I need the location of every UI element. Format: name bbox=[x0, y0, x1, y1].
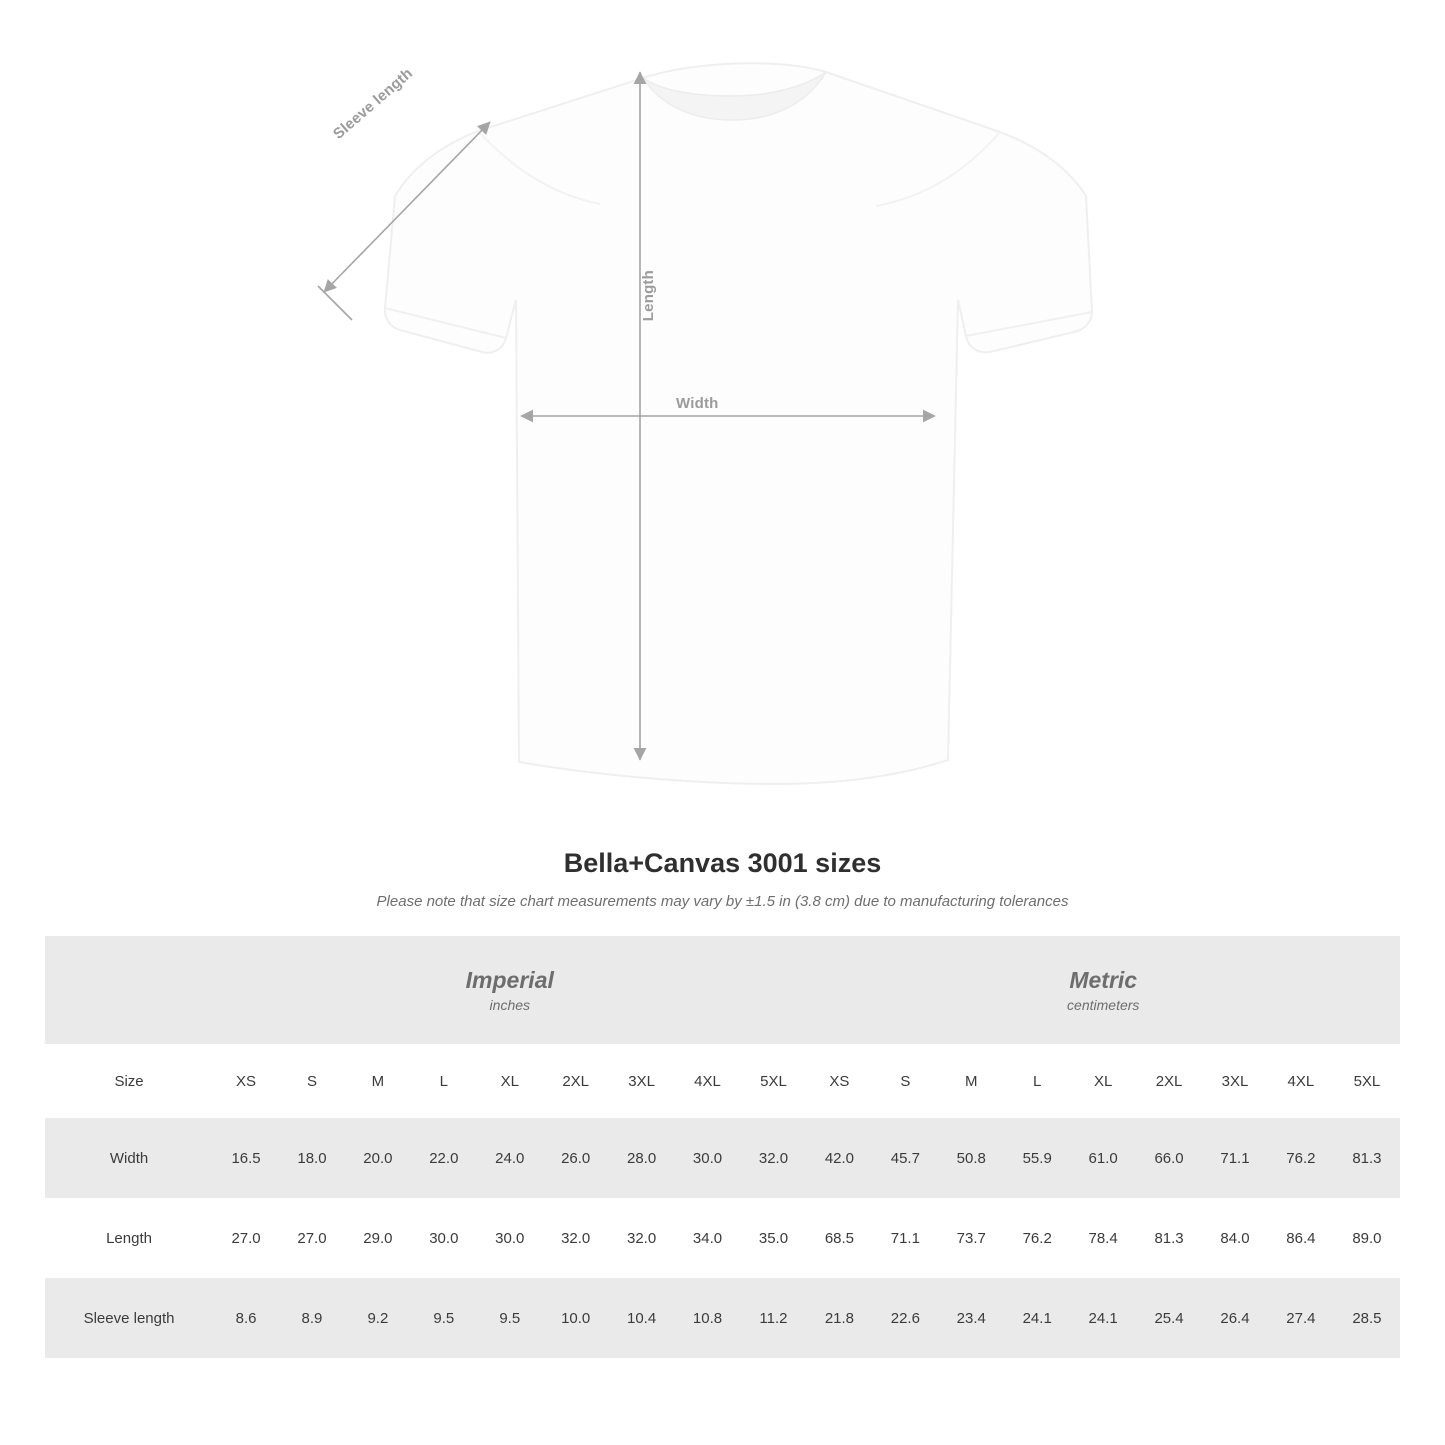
row-label: Sleeve length bbox=[45, 1278, 213, 1358]
measurement-cell: 66.0 bbox=[1136, 1118, 1202, 1198]
chart-title: Bella+Canvas 3001 sizes bbox=[563, 848, 882, 878]
unit-group-subtitle: centimeters bbox=[1067, 997, 1140, 1014]
measurement-cell: 27.4 bbox=[1268, 1278, 1334, 1358]
measurement-cell: 10.0 bbox=[543, 1278, 609, 1358]
measurement-cell: 20.0 bbox=[345, 1118, 411, 1198]
measurement-cell: 26.4 bbox=[1202, 1278, 1268, 1358]
unit-group-subtitle: inches bbox=[489, 997, 531, 1014]
measurement-cell: 30.0 bbox=[675, 1118, 741, 1198]
size-column-header: S bbox=[872, 1044, 938, 1118]
measurement-cell: 8.6 bbox=[213, 1278, 279, 1358]
measurement-cell: 50.8 bbox=[938, 1118, 1004, 1198]
size-chart-table bbox=[45, 936, 1400, 1358]
measurement-cell: 73.7 bbox=[938, 1198, 1004, 1278]
measurement-cell: 11.2 bbox=[740, 1278, 806, 1358]
measurement-cell: 45.7 bbox=[872, 1118, 938, 1198]
measurement-cell: 21.8 bbox=[806, 1278, 872, 1358]
size-table-wrapper bbox=[45, 936, 1400, 1358]
measurement-cell: 28.0 bbox=[609, 1118, 675, 1198]
measurement-cell: 32.0 bbox=[609, 1198, 675, 1278]
measurement-cell: 10.8 bbox=[675, 1278, 741, 1358]
size-header-row bbox=[45, 1044, 1400, 1118]
measurement-cell: 10.4 bbox=[609, 1278, 675, 1358]
size-column-header: L bbox=[411, 1044, 477, 1118]
size-column-header: S bbox=[279, 1044, 345, 1118]
size-column-header: 4XL bbox=[675, 1044, 741, 1118]
measurement-cell: 8.9 bbox=[279, 1278, 345, 1358]
measurement-cell: 24.1 bbox=[1004, 1278, 1070, 1358]
measurement-cell: 68.5 bbox=[806, 1198, 872, 1278]
size-column-header: M bbox=[345, 1044, 411, 1118]
measurement-cell: 35.0 bbox=[740, 1198, 806, 1278]
unit-group-name: Metric bbox=[1069, 966, 1138, 993]
measurement-cell: 55.9 bbox=[1004, 1118, 1070, 1198]
unit-header-spacer bbox=[45, 936, 213, 1044]
measurement-cell: 76.2 bbox=[1268, 1118, 1334, 1198]
measurement-cell: 9.5 bbox=[411, 1278, 477, 1358]
size-column-header: 3XL bbox=[1202, 1044, 1268, 1118]
shirt-body-shape bbox=[385, 63, 1092, 784]
row-label: Width bbox=[45, 1118, 213, 1198]
size-column-header: XL bbox=[1070, 1044, 1136, 1118]
measurement-cell: 23.4 bbox=[938, 1278, 1004, 1358]
size-column-header: XL bbox=[477, 1044, 543, 1118]
measurement-cell: 81.3 bbox=[1136, 1198, 1202, 1278]
measurement-cell: 84.0 bbox=[1202, 1198, 1268, 1278]
size-column-header: 5XL bbox=[740, 1044, 806, 1118]
size-column-header: XS bbox=[213, 1044, 279, 1118]
measurement-cell: 16.5 bbox=[213, 1118, 279, 1198]
measurement-cell: 24.1 bbox=[1070, 1278, 1136, 1358]
measurement-cell: 89.0 bbox=[1334, 1198, 1400, 1278]
measurement-cell: 25.4 bbox=[1136, 1278, 1202, 1358]
measurement-cell: 22.6 bbox=[872, 1278, 938, 1358]
measurement-cell: 32.0 bbox=[740, 1118, 806, 1198]
length-label: Length bbox=[640, 270, 657, 322]
size-column-header: 2XL bbox=[1136, 1044, 1202, 1118]
unit-header-row bbox=[45, 936, 1400, 1044]
measurement-cell: 29.0 bbox=[345, 1198, 411, 1278]
measurement-cell: 28.5 bbox=[1334, 1278, 1400, 1358]
unit-group-name: Imperial bbox=[465, 966, 554, 993]
width-label: Width bbox=[676, 395, 719, 412]
measurement-cell: 18.0 bbox=[279, 1118, 345, 1198]
measurement-cell: 81.3 bbox=[1334, 1118, 1400, 1198]
row-label: Length bbox=[45, 1198, 213, 1278]
measurement-cell: 9.5 bbox=[477, 1278, 543, 1358]
table-row bbox=[45, 1198, 1400, 1278]
measurement-cell: 26.0 bbox=[543, 1118, 609, 1198]
measurement-cell: 71.1 bbox=[1202, 1118, 1268, 1198]
row-header-size: Size bbox=[45, 1044, 213, 1118]
measurement-cell: 42.0 bbox=[806, 1118, 872, 1198]
size-column-header: L bbox=[1004, 1044, 1070, 1118]
table-row bbox=[45, 1278, 1400, 1358]
size-chart-header bbox=[0, 848, 1445, 910]
measurement-cell: 61.0 bbox=[1070, 1118, 1136, 1198]
unit-group-imperial bbox=[213, 936, 806, 1044]
measurement-cell: 30.0 bbox=[477, 1198, 543, 1278]
measurement-cell: 78.4 bbox=[1070, 1198, 1136, 1278]
chart-tolerance-note: Please note that size chart measurements may vary by ±1.5 in (3.8 cm) due to manufacturing tolerances bbox=[376, 893, 1069, 910]
measurement-cell: 22.0 bbox=[411, 1118, 477, 1198]
size-column-header: 2XL bbox=[543, 1044, 609, 1118]
size-column-header: 4XL bbox=[1268, 1044, 1334, 1118]
size-column-header: 3XL bbox=[609, 1044, 675, 1118]
measurement-cell: 32.0 bbox=[543, 1198, 609, 1278]
measurement-cell: 71.1 bbox=[872, 1198, 938, 1278]
table-row bbox=[45, 1118, 1400, 1198]
sleeve-length-label: Sleeve length bbox=[330, 64, 417, 143]
sleeve-length-tick bbox=[318, 286, 352, 320]
size-column-header: M bbox=[938, 1044, 1004, 1118]
measurement-cell: 9.2 bbox=[345, 1278, 411, 1358]
measurement-cell: 34.0 bbox=[675, 1198, 741, 1278]
measurement-cell: 76.2 bbox=[1004, 1198, 1070, 1278]
measurement-cell: 30.0 bbox=[411, 1198, 477, 1278]
size-column-header: 5XL bbox=[1334, 1044, 1400, 1118]
measurement-cell: 24.0 bbox=[477, 1118, 543, 1198]
measurement-cell: 27.0 bbox=[279, 1198, 345, 1278]
measurement-cell: 86.4 bbox=[1268, 1198, 1334, 1278]
measurement-cell: 27.0 bbox=[213, 1198, 279, 1278]
size-column-header: XS bbox=[806, 1044, 872, 1118]
unit-group-metric bbox=[806, 936, 1400, 1044]
